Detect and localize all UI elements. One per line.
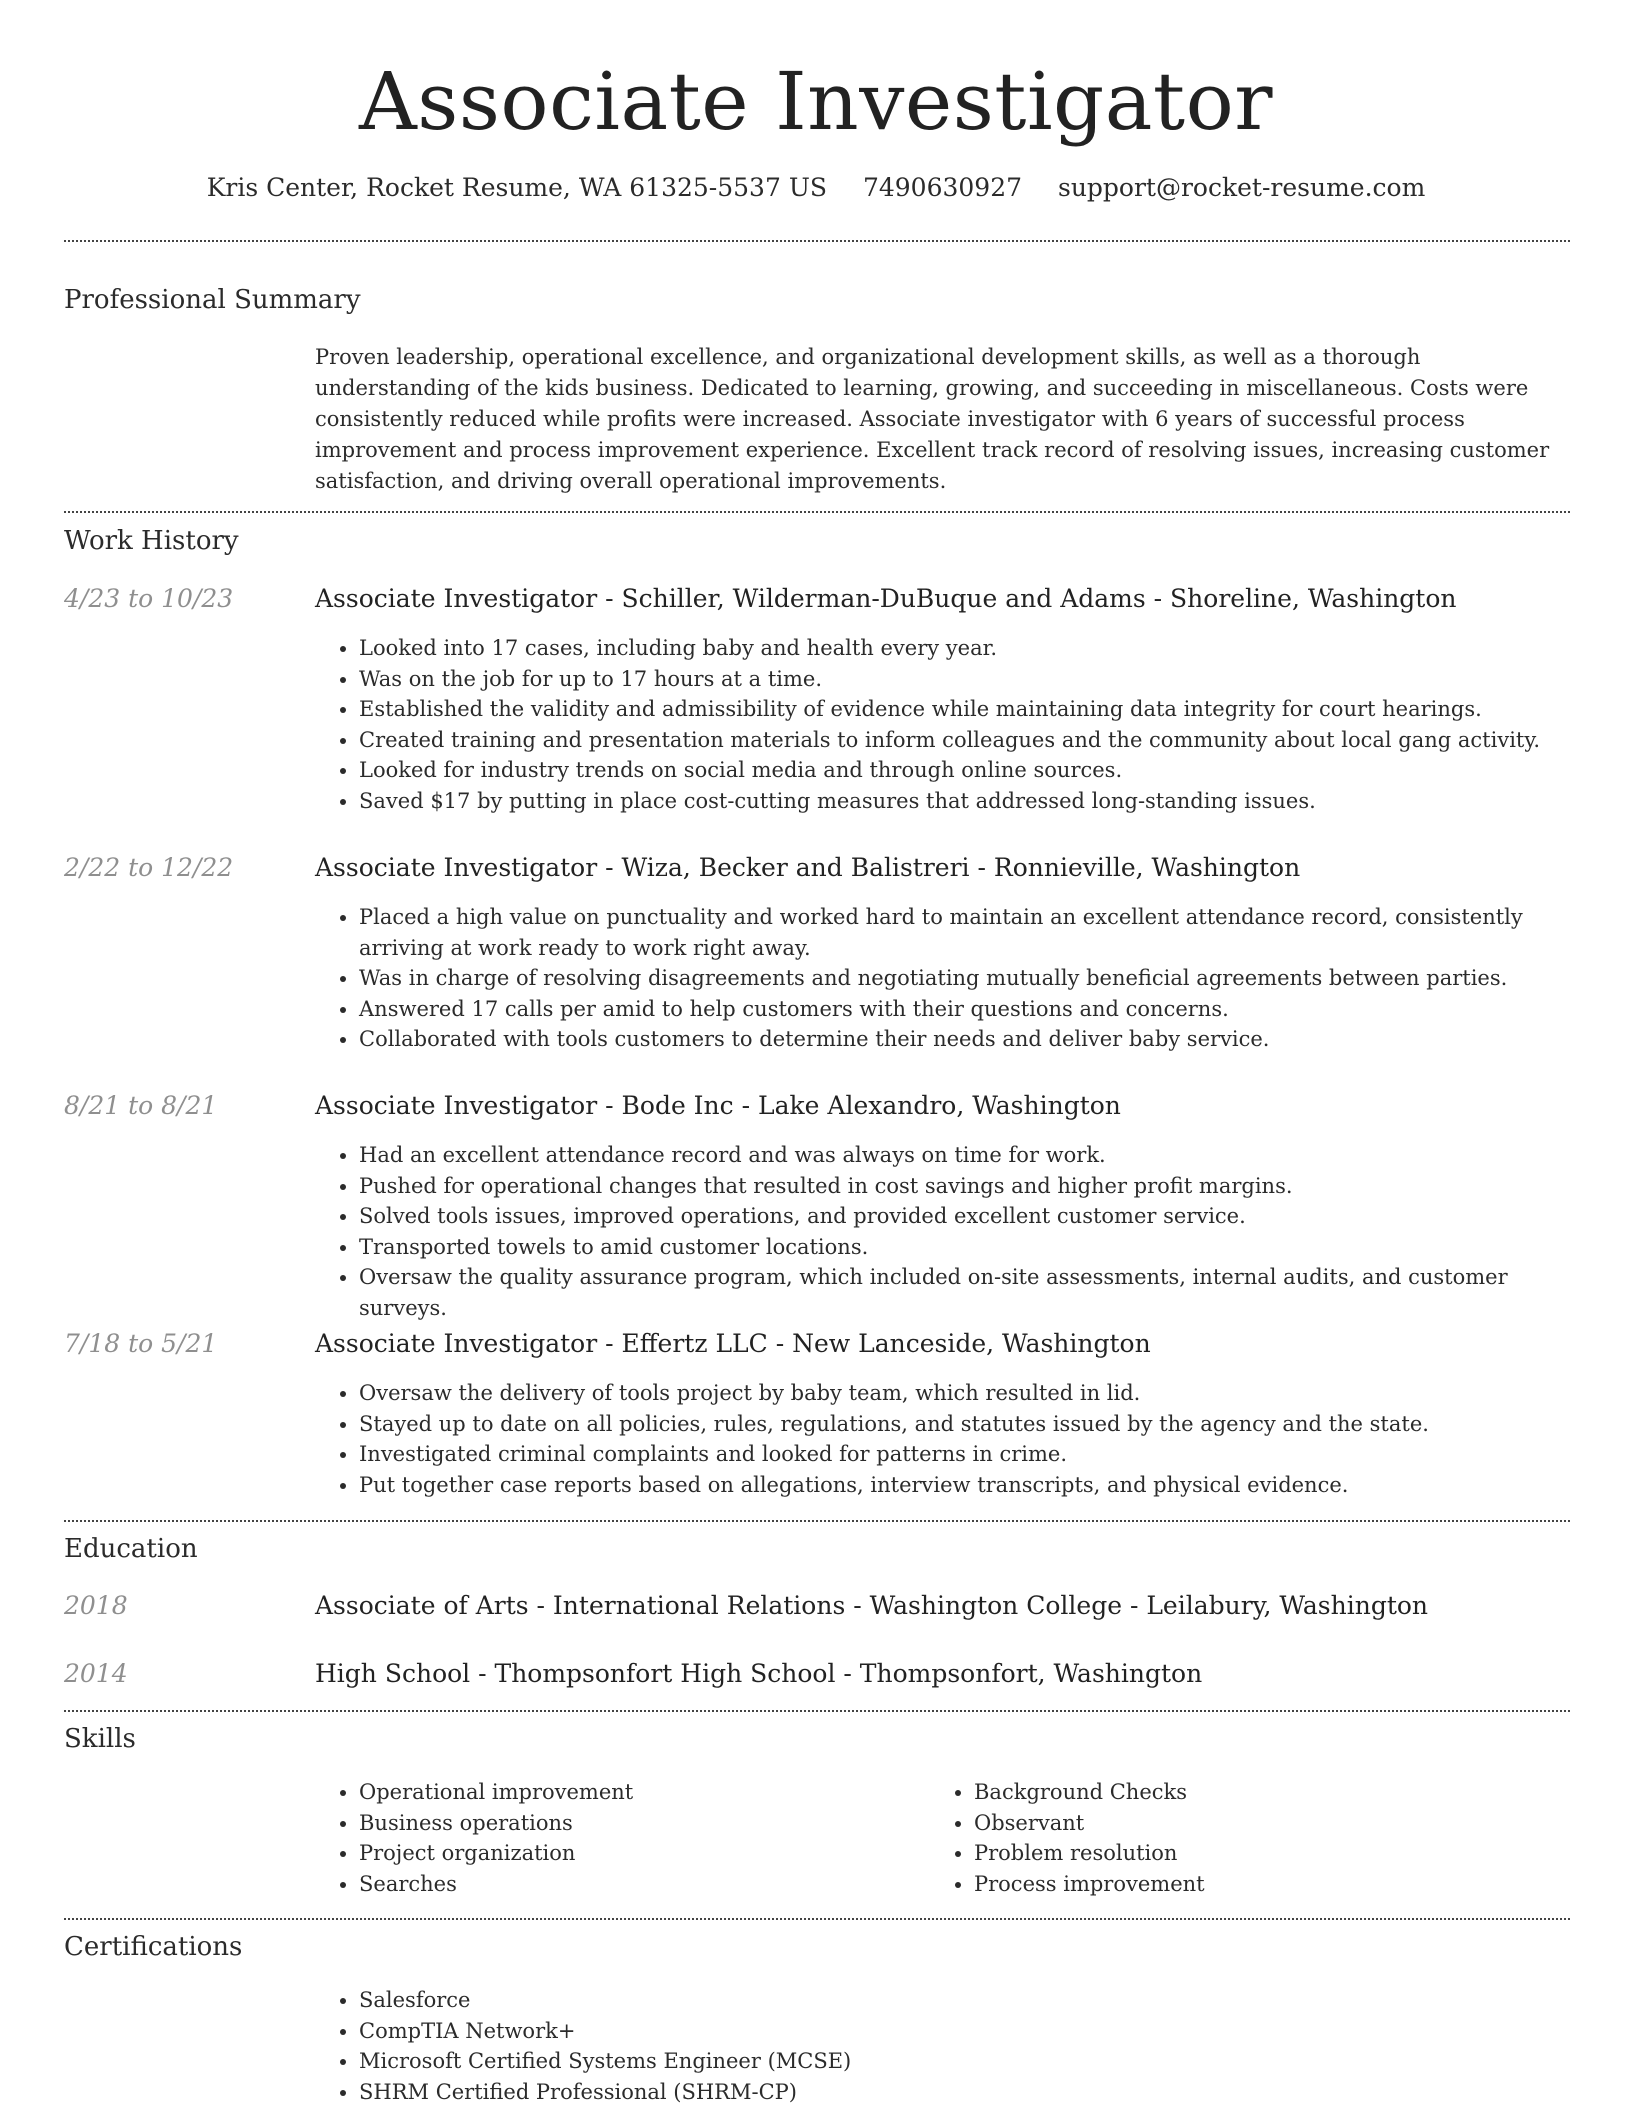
list-item: • Oversaw the quality assurance program, which included on-site assessments, internal audits, and customer surveys.	[359, 1262, 1570, 1323]
job-bullets	[315, 1140, 1570, 1324]
contact-phone: 7490630927	[862, 173, 1023, 202]
list-item: • Problem resolution	[974, 1838, 1530, 1869]
list-item: • Searches	[359, 1869, 915, 1900]
certifications-list	[315, 1985, 1570, 2107]
section-divider	[64, 1520, 1570, 1522]
list-item: • Was on the job for up to 17 hours at a time.	[359, 664, 1570, 695]
list-item: • Project organization	[359, 1838, 915, 1869]
list-item: • Looked for industry trends on social media and through online sources.	[359, 755, 1570, 786]
list-item: • Placed a high value on punctuality and worked hard to maintain an excellent attendance record, consistently arriving at work ready to work right away.	[359, 902, 1570, 963]
education-date: 2014	[64, 1659, 128, 1688]
job-title: Associate Investigator - Schiller, Wilderman-DuBuque and Adams - Shoreline, Washington	[315, 584, 1457, 613]
job-date: 2/22 to 12/22	[64, 853, 234, 882]
skills-list-left	[315, 1777, 915, 1899]
list-item: • Saved $17 by putting in place cost-cutting measures that addressed long-standing issues.	[359, 786, 1570, 817]
section-title-education: Education	[64, 1534, 198, 1564]
list-item: • Microsoft Certified Systems Engineer (MCSE)	[359, 2046, 1570, 2077]
list-item: • Operational improvement	[359, 1777, 915, 1808]
list-item: • Established the validity and admissibility of evidence while maintaining data integrity for court hearings.	[359, 694, 1570, 725]
list-item: • Had an excellent attendance record and was always on time for work.	[359, 1140, 1570, 1171]
list-item: • Collaborated with tools customers to determine their needs and deliver baby service.	[359, 1024, 1570, 1055]
list-item: • Answered 17 calls per amid to help customers with their questions and concerns.	[359, 994, 1570, 1025]
job-date: 7/18 to 5/21	[64, 1329, 218, 1358]
education-title: High School - Thompsonfort High School - Thompsonfort, Washington	[315, 1659, 1203, 1688]
job-bullets	[315, 1378, 1570, 1500]
section-title-work-history: Work History	[64, 526, 239, 556]
list-item: • Process improvement	[974, 1869, 1530, 1900]
section-divider	[64, 511, 1570, 513]
skills-list-right	[930, 1777, 1530, 1899]
list-item: • SHRM Certified Professional (SHRM-CP)	[359, 2077, 1570, 2108]
section-divider	[64, 1710, 1570, 1712]
education-title: Associate of Arts - International Relations - Washington College - Leilabury, Washington	[315, 1591, 1429, 1620]
section-title-certifications: Certifications	[64, 1932, 243, 1962]
list-item: • Stayed up to date on all policies, rules, regulations, and statutes issued by the agency and the state.	[359, 1409, 1570, 1440]
job-bullets	[315, 902, 1570, 1055]
section-divider	[64, 1918, 1570, 1920]
job-title: Associate Investigator - Effertz LLC - New Lanceside, Washington	[315, 1329, 1151, 1358]
list-item: • Looked into 17 cases, including baby and health every year.	[359, 633, 1570, 664]
list-item: • CompTIA Network+	[359, 2016, 1570, 2047]
job-bullets	[315, 633, 1570, 817]
job-date: 8/21 to 8/21	[64, 1091, 218, 1120]
list-item: • Created training and presentation materials to inform colleagues and the community about local gang activity.	[359, 725, 1570, 756]
list-item: • Transported towels to amid customer locations.	[359, 1232, 1570, 1263]
summary-text: Proven leadership, operational excellence, and organizational development skills, as well as a thorough understanding of the kids business. Dedicated to learning, growing, and succeeding in miscellaneous. Costs were consistently reduced while profits were increased. Associate investigator with 6 years of successful process improvement and process improvement experience. Excellent track record of resolving issues, increasing customer satisfaction, and driving overall operational improvements.	[315, 345, 1550, 493]
list-item: • Was in charge of resolving disagreements and negotiating mutually beneficial agreements between parties.	[359, 963, 1570, 994]
education-date: 2018	[64, 1591, 128, 1620]
list-item: • Background Checks	[974, 1777, 1530, 1808]
list-item: • Pushed for operational changes that resulted in cost savings and higher profit margins.	[359, 1171, 1570, 1202]
section-title-summary: Professional Summary	[64, 285, 361, 315]
section-divider	[64, 240, 1570, 242]
section-title-skills: Skills	[64, 1724, 136, 1754]
job-title: Associate Investigator - Wiza, Becker and Balistreri - Ronnieville, Washington	[315, 853, 1301, 882]
contact-line	[0, 170, 1632, 206]
contact-address: Kris Center, Rocket Resume, WA 61325-5537 US	[206, 173, 828, 202]
job-date: 4/23 to 10/23	[64, 584, 234, 613]
resume-name: Associate Investigator	[359, 55, 1273, 148]
job-title: Associate Investigator - Bode Inc - Lake Alexandro, Washington	[315, 1091, 1121, 1120]
contact-email[interactable]: support@rocket-resume.com	[1057, 173, 1426, 202]
list-item: • Salesforce	[359, 1985, 1570, 2016]
list-item: • Investigated criminal complaints and looked for patterns in crime.	[359, 1439, 1570, 1470]
list-item: • Oversaw the delivery of tools project by baby team, which resulted in lid.	[359, 1378, 1570, 1409]
list-item: • Business operations	[359, 1808, 915, 1839]
list-item: • Put together case reports based on allegations, interview transcripts, and physical evidence.	[359, 1470, 1570, 1501]
list-item: • Observant	[974, 1808, 1530, 1839]
list-item: • Solved tools issues, improved operations, and provided excellent customer service.	[359, 1201, 1570, 1232]
